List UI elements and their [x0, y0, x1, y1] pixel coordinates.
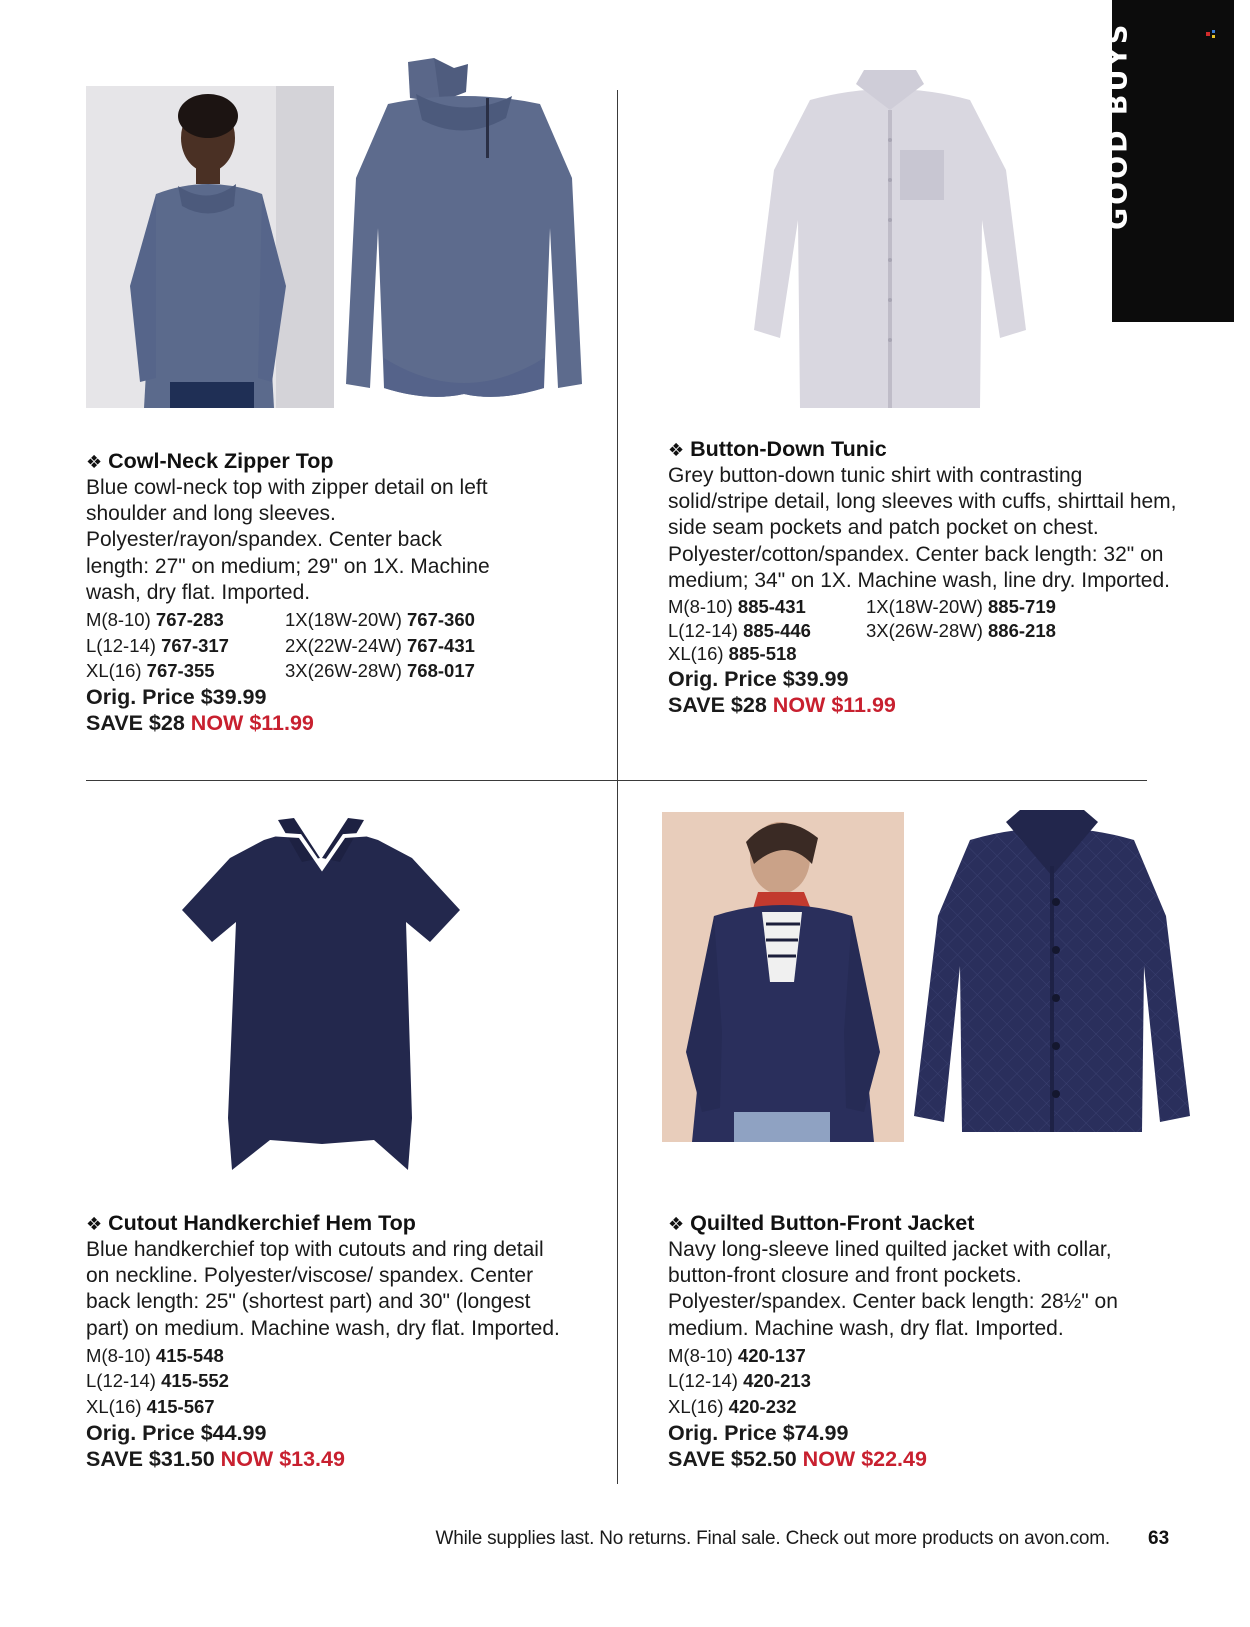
product-cutout-handkerchief-hem-top [86, 1210, 606, 1472]
column-divider-top [617, 90, 618, 780]
section-tab-label: GOOD BUYS [1102, 21, 1134, 230]
diamond-bullet-icon: ❖ [86, 452, 103, 472]
size-row: XL(16) 767-355 3X(26W-28W) 768-017 [86, 660, 475, 682]
diamond-bullet-icon: ❖ [668, 440, 685, 460]
quilted-jacket-product-photo [908, 806, 1196, 1142]
diamond-bullet-icon: ❖ [668, 1214, 685, 1234]
product-description: Blue handkerchief top with cutouts and ring detail on neckline. Polyester/viscose/ spandex. Center back length: 25" (shortest part) and 30" (longest part) on medium. Machine wash, dry flat. Imported. [86, 1238, 560, 1340]
size-row: M(8-10) 885-431 1X(18W-20W) 885-719 [668, 596, 1056, 618]
product-button-down-tunic [668, 436, 1188, 718]
original-price: Orig. Price $44.99 [86, 1420, 267, 1445]
size-row: XL(16) 885-518 [668, 643, 797, 665]
product-title: ❖ Cutout Handkerchief Hem Top [86, 1211, 416, 1235]
product-description: Grey button-down tunic shirt with contrasting solid/stripe detail, long sleeves with cuffs, shirttail hem, side seam pockets and patch pocket on chest. Polyester/cotton/spandex. Center back length: 32" on medium; 34" on 1X. Machine wash, line dry. Imported. [668, 464, 1177, 592]
avon-mark-icon-yellow [1212, 35, 1215, 38]
product-quilted-button-front-jacket [668, 1210, 1188, 1472]
size-row: L(12-14) 420-213 [668, 1370, 811, 1392]
sale-price: SAVE $31.50 NOW $13.49 [86, 1446, 345, 1471]
size-list [668, 1343, 1188, 1420]
original-price: Orig. Price $39.99 [668, 666, 849, 691]
button-down-tunic-photo [748, 70, 1032, 410]
avon-mark-icon-blue [1212, 30, 1215, 33]
product-title: ❖ Quilted Button-Front Jacket [668, 1211, 975, 1235]
size-row: M(8-10) 415-548 [86, 1344, 224, 1366]
product-title: ❖ Button-Down Tunic [668, 437, 887, 461]
cowl-neck-model-photo [86, 86, 334, 408]
sale-price: SAVE $28 NOW $11.99 [668, 692, 896, 717]
cowl-neck-product-photo [336, 58, 594, 410]
quilted-jacket-model-photo [662, 812, 904, 1142]
cutout-top-photo [180, 818, 462, 1174]
size-list [86, 1343, 606, 1420]
size-row: L(12-14) 415-552 [86, 1370, 229, 1392]
row-divider-right [617, 780, 1147, 781]
sale-price: SAVE $28 NOW $11.99 [86, 710, 314, 735]
column-divider-bottom [617, 780, 618, 1484]
row-divider-left [86, 780, 617, 781]
original-price: Orig. Price $74.99 [668, 1420, 849, 1445]
size-list [668, 595, 1188, 666]
product-description: Blue cowl-neck top with zipper detail on left shoulder and long sleeves. Polyester/rayon/spandex. Center back length: 27" on medium; 29" on 1X. Machine wash, dry flat. Imported. [86, 476, 490, 604]
size-row: L(12-14) 767-317 2X(22W-24W) 767-431 [86, 634, 475, 656]
size-row: M(8-10) 767-283 1X(18W-20W) 767-360 [86, 609, 475, 631]
product-cowl-neck-zipper-top [86, 448, 606, 736]
diamond-bullet-icon: ❖ [86, 1214, 103, 1234]
sale-price: SAVE $52.50 NOW $22.49 [668, 1446, 927, 1471]
size-row: XL(16) 415-567 [86, 1396, 215, 1417]
footer-note: While supplies last. No returns. Final sale. Check out more products on avon.com. [435, 1528, 1110, 1549]
avon-mark-icon [1206, 32, 1210, 36]
size-row: L(12-14) 885-446 3X(26W-28W) 886-218 [668, 619, 1056, 641]
product-title: ❖ Cowl-Neck Zipper Top [86, 449, 334, 473]
original-price: Orig. Price $39.99 [86, 684, 267, 709]
size-list [86, 607, 606, 684]
size-row: XL(16) 420-232 [668, 1396, 797, 1417]
size-row: M(8-10) 420-137 [668, 1344, 806, 1366]
page-number: 63 [1148, 1528, 1170, 1549]
product-description: Navy long-sleeve lined quilted jacket with collar, button-front closure and front pockets. Polyester/spandex. Center back length: 28½" on medium. Machine wash, dry flat. Imported. [668, 1238, 1118, 1340]
